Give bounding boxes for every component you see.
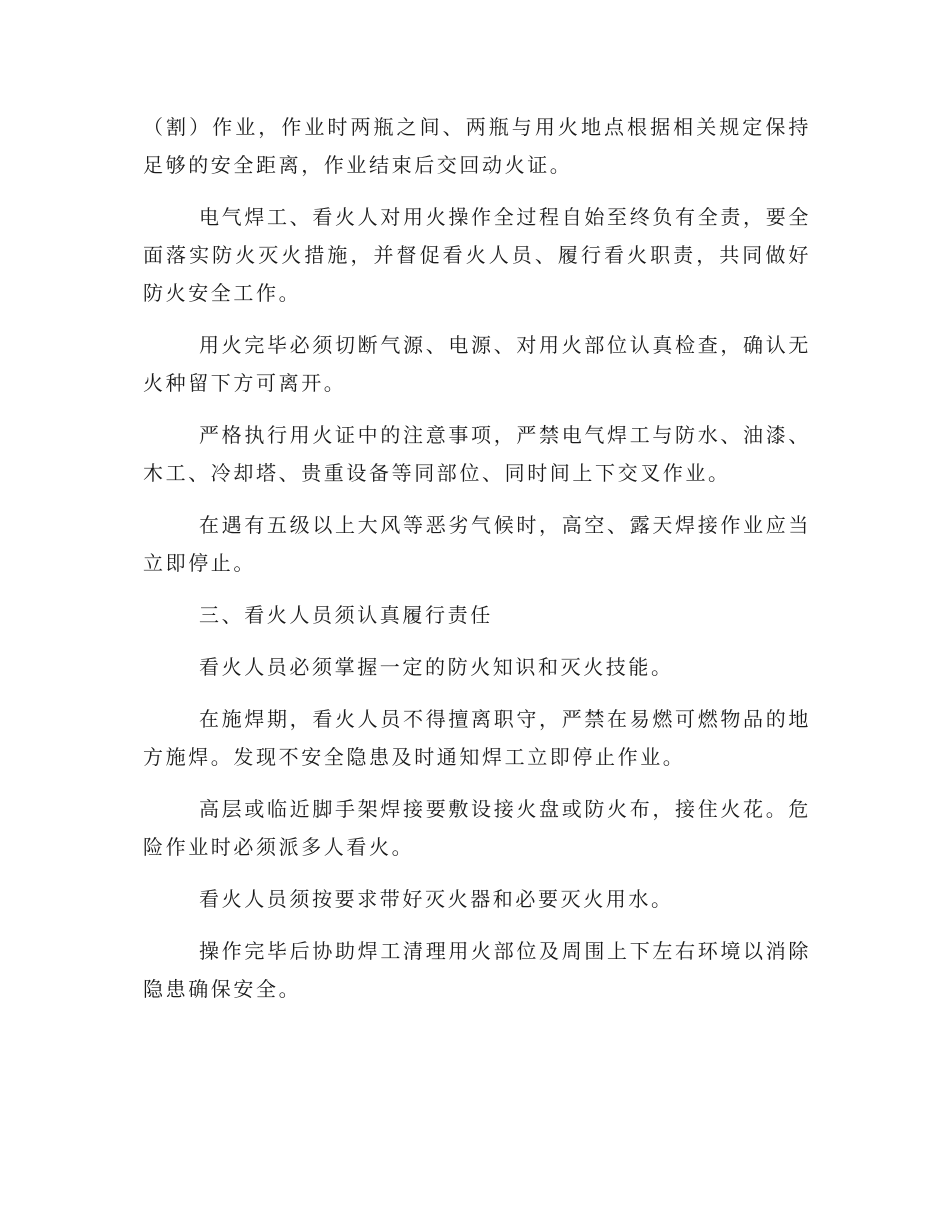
paragraph-extinguisher: 看火人员须按要求带好灭火器和必要灭火用水。: [199, 887, 674, 911]
paragraph-cleanup: 操作完毕后协助焊工清理用火部位及周围上下左右环境以消除隐患确保安全。: [143, 939, 811, 1001]
paragraph-high-rise-welding: 高层或临近脚手架焊接要敷设接火盘或防火布，接住火花。危险作业时必须派多人看火。: [143, 797, 811, 859]
paragraph-stay-at-post: 在施焊期，看火人员不得擅离职守，严禁在易燃可燃物品的地方施焊。发现不安全隐患及时通知焊工立即停止作业。: [143, 707, 811, 769]
paragraph-weather-stop: 在遇有五级以上大风等恶劣气候时，高空、露天焊接作业应当立即停止。: [143, 513, 811, 575]
paragraph-continuation: （割）作业，作业时两瓶之间、两瓶与用火地点根据相关规定保持足够的安全距离，作业结束后交回动火证。: [143, 115, 811, 177]
paragraph-fire-knowledge: 看火人员必须掌握一定的防火知识和灭火技能。: [199, 655, 674, 679]
paragraph-welder-responsibility: 电气焊工、看火人对用火操作全过程自始至终负有全责，要全面落实防火灭火措施，并督促看火人员、履行看火职责，共同做好防火安全工作。: [143, 205, 811, 305]
paragraph-no-cross-operation: 严格执行用火证中的注意事项，严禁电气焊工与防水、油漆、木工、冷却塔、贵重设备等同部位、同时间上下交叉作业。: [143, 423, 811, 485]
section-heading-fire-watch: 三、看火人员须认真履行责任: [199, 603, 493, 627]
paragraph-after-use-check: 用火完毕必须切断气源、电源、对用火部位认真检查，确认无火种留下方可离开。: [143, 333, 811, 395]
document-body: [143, 108, 811, 1008]
